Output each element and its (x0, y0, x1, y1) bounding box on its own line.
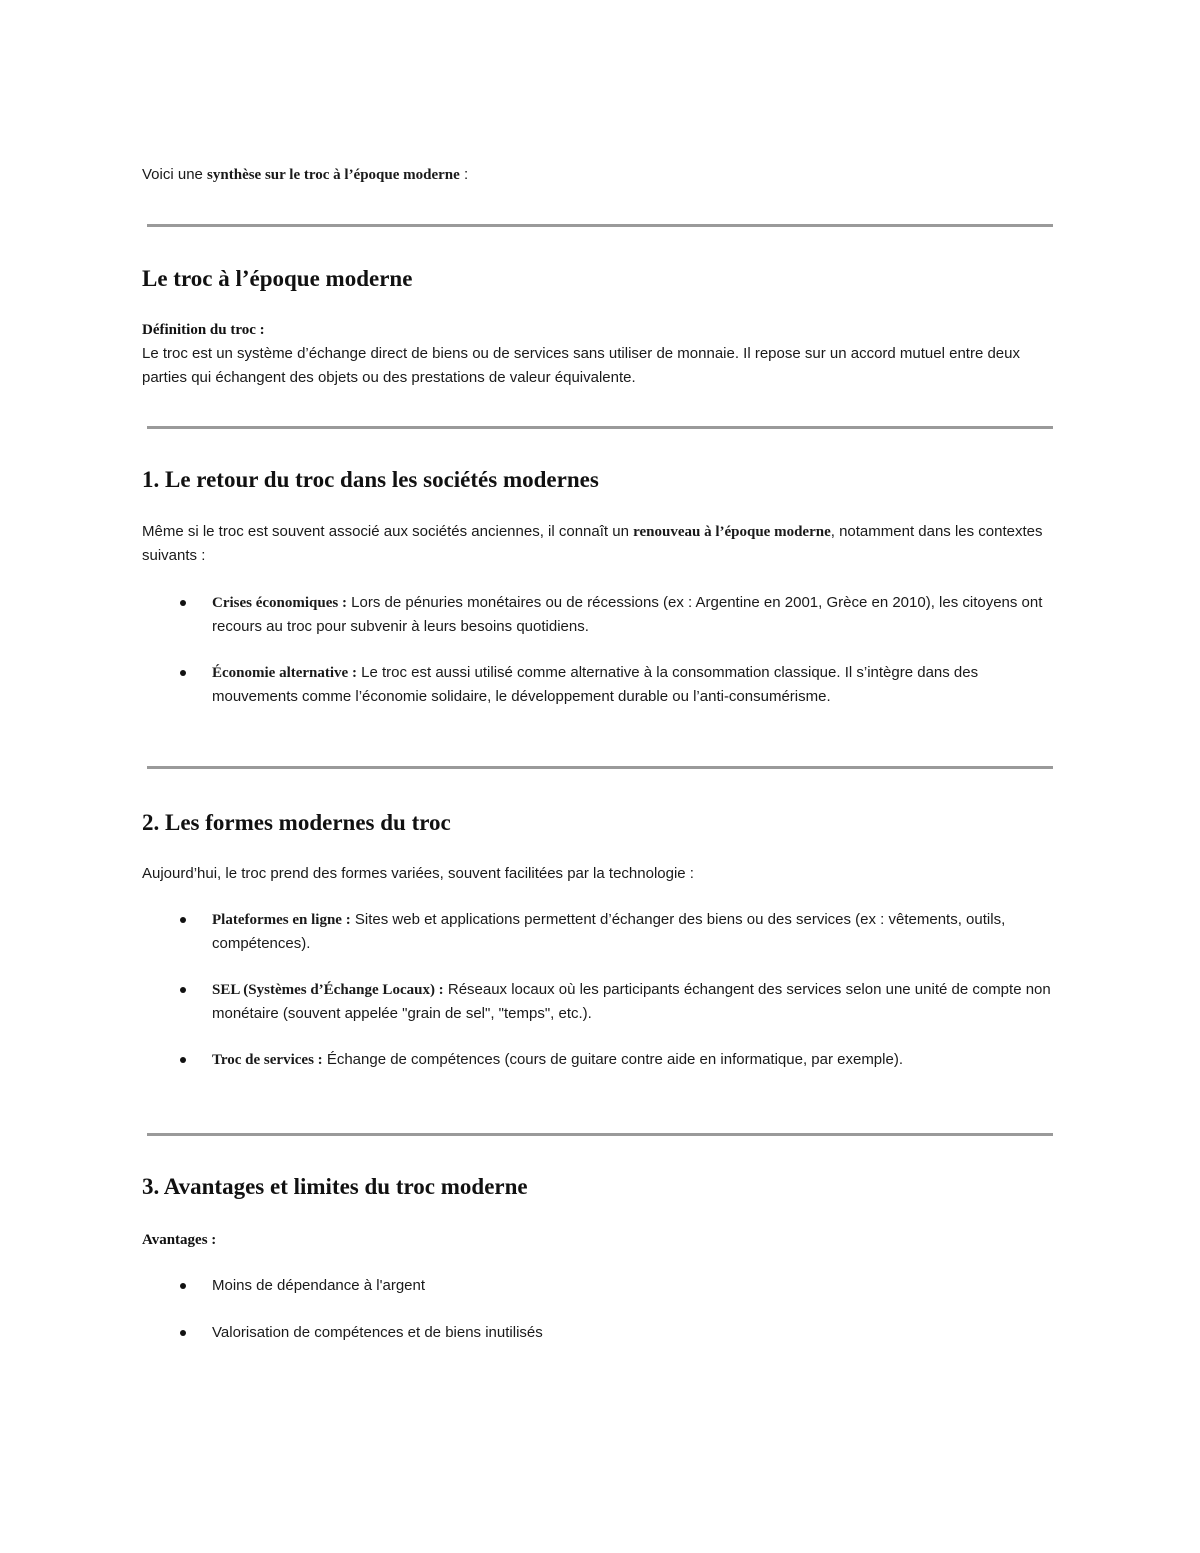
section1-intro-prefix: Même si le troc est souvent associé aux sociétés anciennes, il connaît un (142, 523, 634, 540)
advantages-label: Avantages : (142, 1232, 217, 1248)
bullet-icon (180, 670, 186, 676)
horizontal-rule (147, 426, 1053, 429)
section2-intro: Aujourd’hui, le troc prend des formes variées, souvent facilitées par la technologie : (142, 865, 694, 882)
bullet-icon (180, 1330, 186, 1336)
list-item-label: Crises économiques : (212, 595, 347, 611)
list-item-text: Lors de pénuries monétaires ou de récessions (ex : Argentine en 2001, Grèce en 2010), les citoyens ont recours au troc pour subvenir à leurs besoins quotidiens. (212, 594, 1043, 635)
list-item-text: Le troc est aussi utilisé comme alternative à la consommation classique. Il s’intègre dans des mouvements comme l’économie solidaire, le développement durable ou l’anti-consumérisme. (212, 664, 979, 705)
section2-list (142, 908, 1052, 1072)
section1-heading: 1. Le retour du troc dans les sociétés modernes (142, 467, 599, 492)
list-item (142, 1274, 1052, 1298)
list-item-label: SEL (Systèmes d’Échange Locaux) : (212, 982, 444, 998)
list-item (142, 591, 1052, 639)
list-item (142, 1048, 1052, 1072)
definition-label: Définition du troc : (142, 322, 265, 338)
horizontal-rule (147, 224, 1053, 227)
document-title: Le troc à l’époque moderne (142, 266, 413, 291)
bullet-icon (180, 1057, 186, 1063)
bullet-icon (180, 917, 186, 923)
section3-heading: 3. Avantages et limites du troc moderne (142, 1174, 528, 1199)
list-item-text: Valorisation de compétences et de biens inutilisés (212, 1324, 543, 1341)
horizontal-rule (147, 766, 1053, 769)
list-item-label: Troc de services : (212, 1052, 323, 1068)
section1-intro-suffix: , notamment dans les contextes suivants : (142, 523, 1043, 564)
section1-intro-bold: renouveau à l’époque moderne (633, 524, 831, 540)
section2-heading: 2. Les formes modernes du troc (142, 810, 451, 835)
list-item-label: Plateformes en ligne : (212, 912, 351, 928)
intro-prefix: Voici une (142, 166, 208, 183)
list-item-label: Économie alternative : (212, 665, 357, 681)
list-item (142, 1321, 1052, 1345)
section1-intro (142, 520, 1052, 568)
list-item-text: Sites web et applications permettent d’échanger des biens ou des services (ex : vêtements, outils, compétences). (212, 911, 1006, 952)
list-item (142, 978, 1052, 1026)
advantages-list (142, 1274, 1052, 1345)
bullet-icon (180, 987, 186, 993)
horizontal-rule (147, 1133, 1053, 1136)
list-item (142, 661, 1052, 709)
section1-list (142, 591, 1052, 709)
bullet-icon (180, 1283, 186, 1289)
intro-paragraph (142, 163, 1092, 187)
list-item-text: Moins de dépendance à l'argent (212, 1277, 426, 1294)
list-item-text: Échange de compétences (cours de guitare contre aide en informatique, par exemple). (322, 1051, 903, 1068)
list-item (142, 908, 1052, 956)
definition-text: Le troc est un système d’échange direct de biens ou de services sans utiliser de monnaie. Il repose sur un accord mutuel entre deux parties qui échangent des objets ou des prestations de valeur équivalente. (142, 345, 1020, 386)
list-item-text: Réseaux locaux où les participants échangent des services selon une unité de compte non monétaire (souvent appelée "grain de sel", "temps", etc.). (212, 981, 1051, 1022)
intro-suffix: : (459, 166, 469, 183)
bullet-icon (180, 600, 186, 606)
intro-bold: synthèse sur le troc à l’époque moderne (207, 167, 460, 183)
